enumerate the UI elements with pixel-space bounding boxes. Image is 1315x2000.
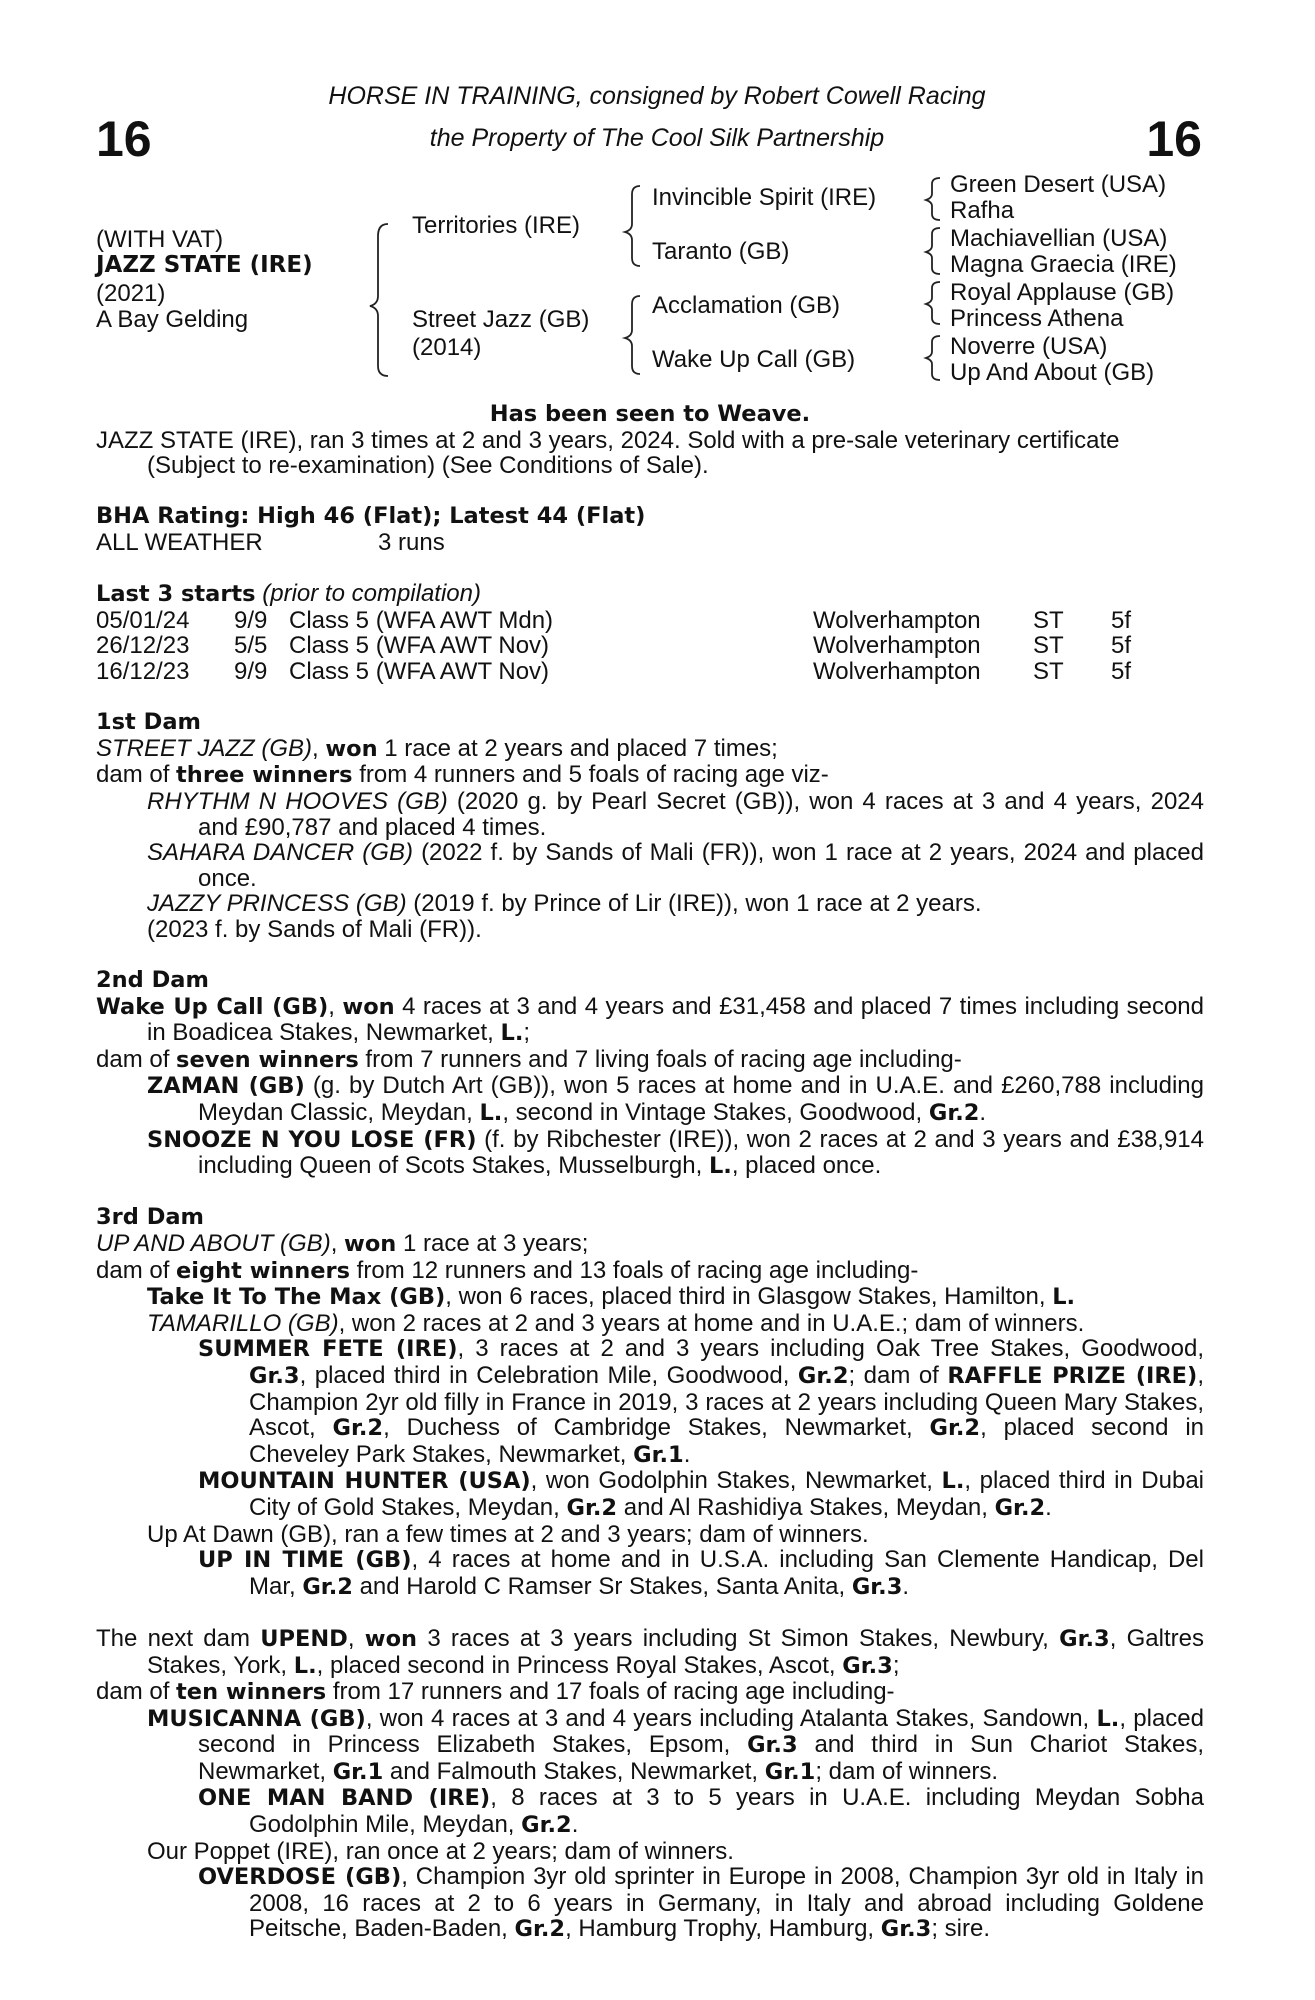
start-position: 9/9 — [234, 657, 268, 685]
next-dam-produce-summary — [96, 1679, 1204, 1706]
group-badge: Gr.2 — [521, 1812, 572, 1839]
text: ; — [892, 1651, 900, 1679]
produce-name: MOUNTAIN HUNTER (USA) — [198, 1468, 531, 1495]
text: dam of — [96, 1045, 177, 1073]
text: , second in Vintage Stakes, Goodwood, — [502, 1099, 929, 1127]
text: , placed second in Cheveley Park Stakes, Newmarket, — [249, 1414, 1204, 1468]
pedigree-brace-main — [370, 224, 388, 376]
group-badge: Gr.2 — [797, 1362, 849, 1389]
text: , 4 races at home and in U.S.A. including San Clemente Handicap, Del Mar, — [249, 1546, 1204, 1600]
bha-rating: BHA Rating: High 46 (Flat); Latest 44 (Flat) — [96, 503, 646, 530]
text: ; dam of winners. — [815, 1757, 999, 1785]
pedigree-g3: Machiavellian (USA) — [950, 225, 1168, 252]
pedigree-sire-sire: Invincible Spirit (IRE) — [652, 184, 877, 211]
pedigree-dam-year: (2014) — [412, 334, 482, 361]
text: (2019 f. by Prince of Lir (IRE)), won 1 race at 2 years. — [406, 890, 982, 918]
listed-badge: L. — [708, 1153, 732, 1180]
group-badge: Gr.2 — [929, 1415, 981, 1442]
start-position: 5/5 — [234, 632, 268, 660]
text: , Champion 2yr old filly in France in 2019, 3 races at 2 years including Queen Mary Stakes, Ascot, — [249, 1361, 1205, 1442]
text: ; sire. — [931, 1915, 991, 1943]
pedigree-brace-g3 — [926, 282, 940, 324]
start-course: Wolverhampton — [813, 657, 981, 685]
pedigree-brace-g1 — [926, 178, 940, 220]
group-badge: Gr.3 — [249, 1362, 300, 1389]
dam3-produce-tamarillo — [96, 1311, 1204, 1337]
text: (g. by Dutch Art (GB)), won 5 races at home and in U.A.E. and £260,788 including Meydan Classic, Meydan, — [198, 1072, 1205, 1127]
dam2-produce-zaman — [96, 1073, 1204, 1126]
text: and Harold C Ramser Sr Stakes, Santa Anita, — [352, 1572, 852, 1600]
horse-year: (2021) — [96, 280, 166, 307]
winners-count: three winners — [176, 762, 353, 789]
winners-count: eight winners — [176, 1257, 351, 1284]
header-consignor: HORSE IN TRAINING, consigned by Robert Cowell Racing — [328, 82, 986, 110]
start-course: Wolverhampton — [813, 606, 981, 634]
vat-note: (WITH VAT) — [96, 226, 224, 253]
winners-count: seven winners — [176, 1046, 359, 1073]
record-text: 1 race at 2 years and placed 7 times; — [377, 734, 778, 762]
horse-name: JAZZ STATE (IRE) — [96, 252, 313, 278]
pedigree-brace-dam — [625, 296, 640, 374]
text: 3 races at 3 years including St Simon Stakes, Newbury, — [417, 1624, 1060, 1652]
next-dam-record — [96, 1626, 1204, 1679]
start-distance: 5f — [1111, 632, 1132, 660]
start-going: ST — [1033, 606, 1064, 634]
text: , won 2 races at 2 and 3 years at home and in U.A.E.; dam of winners. — [338, 1309, 1085, 1337]
dam3-name: UP AND ABOUT (GB) — [96, 1230, 331, 1257]
dam1-record: STREET JAZZ (GB), won 1 race at 2 years and placed 7 times; — [96, 734, 778, 762]
group-badge: Gr.2 — [302, 1573, 353, 1600]
text: , Galtres Stakes, York, — [147, 1624, 1204, 1679]
rating-surface: ALL WEATHER — [96, 528, 263, 556]
won-label: won — [364, 1625, 418, 1652]
group-badge: Gr.2 — [514, 1916, 566, 1943]
produce-name: JAZZY PRINCESS (GB) — [147, 890, 407, 918]
text: , won Godolphin Stakes, Newmarket, — [530, 1467, 942, 1495]
next-dam-produce-our-poppet: Our Poppet (IRE), ran once at 2 years; dam of winners. — [147, 1837, 734, 1865]
winners-count: ten winners — [176, 1679, 327, 1706]
dam2-name: Wake Up Call (GB) — [96, 993, 329, 1020]
dam1-produce-summary — [96, 762, 1204, 789]
produce-name: Take It To The Max (GB) — [147, 1284, 446, 1311]
table-row — [96, 659, 1131, 685]
text: . — [683, 1440, 691, 1468]
text: . — [979, 1099, 987, 1127]
start-date: 16/12/23 — [96, 657, 190, 685]
produce-name: RAFFLE PRIZE (IRE) — [947, 1362, 1198, 1389]
start-position: 9/9 — [234, 606, 268, 634]
group-badge: Gr.3 — [747, 1732, 798, 1759]
produce-name: UP IN TIME (GB) — [198, 1547, 412, 1574]
header-property: the Property of The Cool Silk Partnership — [429, 124, 885, 152]
last-starts-heading: Last 3 starts — [96, 581, 256, 608]
next-dam-produce-musicanna — [96, 1706, 1204, 1786]
start-race: Class 5 (WFA AWT Nov) — [289, 657, 550, 685]
group-badge: Gr.2 — [994, 1494, 1046, 1521]
text: from 17 runners and 17 foals of racing age including- — [326, 1678, 895, 1706]
next-dam-produce-overdose — [96, 1864, 1204, 1943]
weave-note: Has been seen to Weave. — [489, 401, 811, 427]
dam3-produce-up-at-dawn: Up At Dawn (GB), ran a few times at 2 and 3 years; dam of winners. — [147, 1520, 869, 1548]
catalogue-body — [96, 402, 1204, 1943]
dam1-produce-2 — [96, 840, 1204, 891]
group-badge: Gr.3 — [1059, 1625, 1110, 1652]
text: dam of — [96, 761, 177, 789]
text: , — [347, 1624, 365, 1652]
produce-name: OVERDOSE (GB) — [198, 1864, 402, 1891]
rating-runs: 3 runs — [378, 528, 445, 556]
text: , 8 races at 3 to 5 years in U.A.E. including Meydan Sobha Godolphin Mile, Meydan, — [249, 1784, 1204, 1839]
horse-description: A Bay Gelding — [96, 306, 249, 333]
next-dam-name: UPEND — [260, 1625, 348, 1652]
pedigree-g8: Up And About (GB) — [950, 359, 1155, 386]
group-badge: Gr.2 — [332, 1415, 384, 1442]
dam3-produce-take-it — [96, 1284, 1204, 1311]
dam1-produce-4: (2023 f. by Sands of Mali (FR)). — [147, 915, 482, 943]
group-badge: Gr.2 — [928, 1100, 980, 1127]
text: , placed second in Princess Royal Stakes, Ascot, — [316, 1651, 843, 1679]
produce-name: ONE MAN BAND (IRE) — [198, 1785, 491, 1812]
pedigree-brace-g4 — [926, 336, 940, 380]
pedigree-brace-g2 — [926, 228, 940, 274]
start-course: Wolverhampton — [813, 632, 981, 660]
produce-name: SNOOZE N YOU LOSE (FR) — [147, 1126, 477, 1153]
text: , won 4 races at 3 and 4 years including Atalanta Stakes, Sandown, — [365, 1704, 1097, 1732]
table-row — [96, 608, 1131, 634]
start-date: 26/12/23 — [96, 632, 190, 660]
start-going: ST — [1033, 632, 1064, 660]
start-date: 05/01/24 — [96, 606, 190, 634]
won-label: won — [342, 993, 395, 1020]
won-label: won — [325, 735, 378, 762]
dam2-heading: 2nd Dam — [96, 967, 209, 994]
table-row — [96, 633, 1131, 659]
start-distance: 5f — [1111, 606, 1132, 634]
lot-number-left: 16 — [96, 111, 152, 167]
text: . — [1045, 1493, 1052, 1521]
text: , placed third in Dubai City of Gold Stakes, Meydan, — [249, 1467, 1204, 1521]
text: , Champion 3yr old sprinter in Europe in 2008, Champion 3yr old in Italy in 2008, 16 races at 2 to 6 years in Germany, in Italy and abroad including Goldene Peitsche, Baden-Baden, — [249, 1863, 1204, 1943]
text: (f. by Ribchester (IRE)), won 2 races at 2 and 3 years and £38,914 including Queen of Scots Stakes, Musselburgh, — [198, 1125, 1204, 1180]
group-badge: Gr.3 — [851, 1573, 903, 1600]
pedigree-brace-sire — [625, 186, 640, 266]
listed-badge: L. — [500, 1020, 524, 1047]
next-dam-produce-one-man-band — [96, 1785, 1204, 1838]
text: dam of — [96, 1678, 177, 1706]
summary-line-1: JAZZ STATE (IRE), ran 3 times at 2 and 3 years, 2024. Sold with a pre-sale veterinary certificate — [96, 426, 1120, 454]
listed-badge: L. — [941, 1468, 965, 1495]
last-starts-table — [96, 608, 1131, 685]
listed-badge: L. — [293, 1652, 317, 1679]
text: from 4 runners and 5 foals of racing age viz- — [352, 761, 829, 789]
pedigree-dam: Street Jazz (GB) — [412, 306, 590, 333]
dam1-name: STREET JAZZ (GB) — [96, 734, 312, 762]
text: 4 races at 3 and 4 years and £31,458 and placed 7 times including second in Boadicea Stakes, Newmarket, — [147, 992, 1205, 1047]
group-badge: Gr.1 — [332, 1758, 384, 1785]
text: (2022 f. by Sands of Mali (FR)), won 1 race at 2 years, 2024 and placed once. — [198, 839, 1204, 892]
text: (2020 g. by Pearl Secret (GB)), won 4 races at 3 and 4 years, 2024 and £90,787 and placed 4 times. — [198, 787, 1204, 841]
dam3-produce-mountain-hunter — [96, 1468, 1204, 1521]
text: dam of — [96, 1256, 177, 1284]
text: , won 6 races, placed third in Glasgow Stakes, Hamilton, — [445, 1283, 1053, 1311]
pedigree-g1: Green Desert (USA) — [950, 171, 1167, 198]
text: from 12 runners and 13 foals of racing age including- — [350, 1256, 919, 1284]
text: The next dam — [96, 1624, 261, 1652]
pedigree-dam-dam: Wake Up Call (GB) — [652, 346, 856, 373]
listed-badge: L. — [1096, 1705, 1120, 1732]
last-starts-heading-row — [96, 581, 1204, 608]
summary-line-2: (Subject to re-examination) (See Conditions of Sale). — [147, 452, 709, 480]
text: ; dam of — [848, 1361, 948, 1389]
dam2-record: Wake Up Call (GB), won 4 races at 3 and 4 years and £31,458 and placed 7 times including second in Boadicea Stakes, Newmarket, L.; — [96, 992, 1205, 1047]
listed-badge: L. — [479, 1100, 503, 1127]
text: , 3 races at 2 and 3 years including Oak Tree Stakes, Goodwood, — [457, 1335, 1204, 1363]
text: and Al Rashidiya Stakes, Meydan, — [617, 1493, 995, 1521]
text: and third in Sun Chariot Stakes, Newmarket, — [198, 1731, 1204, 1785]
produce-name: ZAMAN (GB) — [147, 1073, 305, 1100]
lot-number-right: 16 — [1146, 111, 1202, 167]
text: . — [902, 1572, 910, 1600]
pedigree-dam-sire: Acclamation (GB) — [652, 292, 841, 319]
group-badge: Gr.1 — [633, 1441, 684, 1468]
won-label: won — [344, 1231, 397, 1257]
pedigree-g2: Rafha — [950, 197, 1015, 224]
pedigree-g7: Noverre (USA) — [950, 333, 1108, 360]
text: , placed second in Princess Elizabeth Stakes, Epsom, — [198, 1704, 1204, 1759]
produce-name: MUSICANNA (GB) — [147, 1705, 366, 1732]
start-race: Class 5 (WFA AWT Nov) — [289, 632, 550, 660]
pedigree-g4: Magna Graecia (IRE) — [950, 251, 1177, 278]
text: . — [571, 1811, 579, 1839]
text: , Duchess of Cambridge Stakes, Newmarket, — [383, 1414, 930, 1442]
pedigree-g6: Princess Athena — [950, 305, 1124, 332]
dam1-heading: 1st Dam — [96, 709, 201, 736]
listed-badge: L. — [1052, 1284, 1076, 1311]
group-badge: Gr.3 — [842, 1652, 893, 1679]
dam1-produce-3 — [96, 891, 1204, 917]
produce-name: SUMMER FETE (IRE) — [198, 1336, 458, 1363]
group-badge: Gr.1 — [764, 1758, 816, 1785]
dam1-produce-1 — [96, 789, 1204, 840]
text: , placed third in Celebration Mile, Goodwood, — [299, 1361, 798, 1389]
last-starts-note: (prior to compilation) — [262, 580, 481, 608]
rating-row — [96, 530, 1204, 556]
text: 1 race at 3 years; — [396, 1230, 589, 1257]
dam2-produce-snooze — [96, 1127, 1204, 1180]
dam2-produce-summary — [96, 1047, 1204, 1074]
pedigree-sire: Territories (IRE) — [412, 212, 581, 239]
text: , Hamburg Trophy, Hamburg, — [565, 1915, 881, 1943]
text: , placed once. — [731, 1152, 882, 1180]
produce-name: SAHARA DANCER (GB) — [147, 839, 413, 867]
text: and Falmouth Stakes, Newmarket, — [383, 1757, 765, 1785]
dam3-record: UP AND ABOUT (GB), won 1 race at 3 years; — [96, 1230, 589, 1257]
dam3-heading: 3rd Dam — [96, 1204, 204, 1231]
produce-name: TAMARILLO (GB) — [147, 1309, 339, 1337]
start-distance: 5f — [1111, 657, 1132, 685]
pedigree-sire-dam: Taranto (GB) — [652, 238, 790, 265]
text: from 7 runners and 7 living foals of racing age including- — [358, 1045, 962, 1073]
start-going: ST — [1033, 657, 1064, 685]
group-badge: Gr.3 — [880, 1916, 932, 1943]
dam3-produce-summer-fete — [96, 1336, 1204, 1468]
pedigree-g5: Royal Applause (GB) — [950, 279, 1175, 306]
dam3-produce-summary — [96, 1258, 1204, 1285]
produce-name: RHYTHM N HOOVES (GB) — [147, 787, 448, 815]
text: ; — [523, 1019, 531, 1047]
start-race: Class 5 (WFA AWT Mdn) — [289, 606, 554, 634]
group-badge: Gr.2 — [566, 1494, 618, 1521]
dam3-produce-up-in-time — [96, 1547, 1204, 1600]
